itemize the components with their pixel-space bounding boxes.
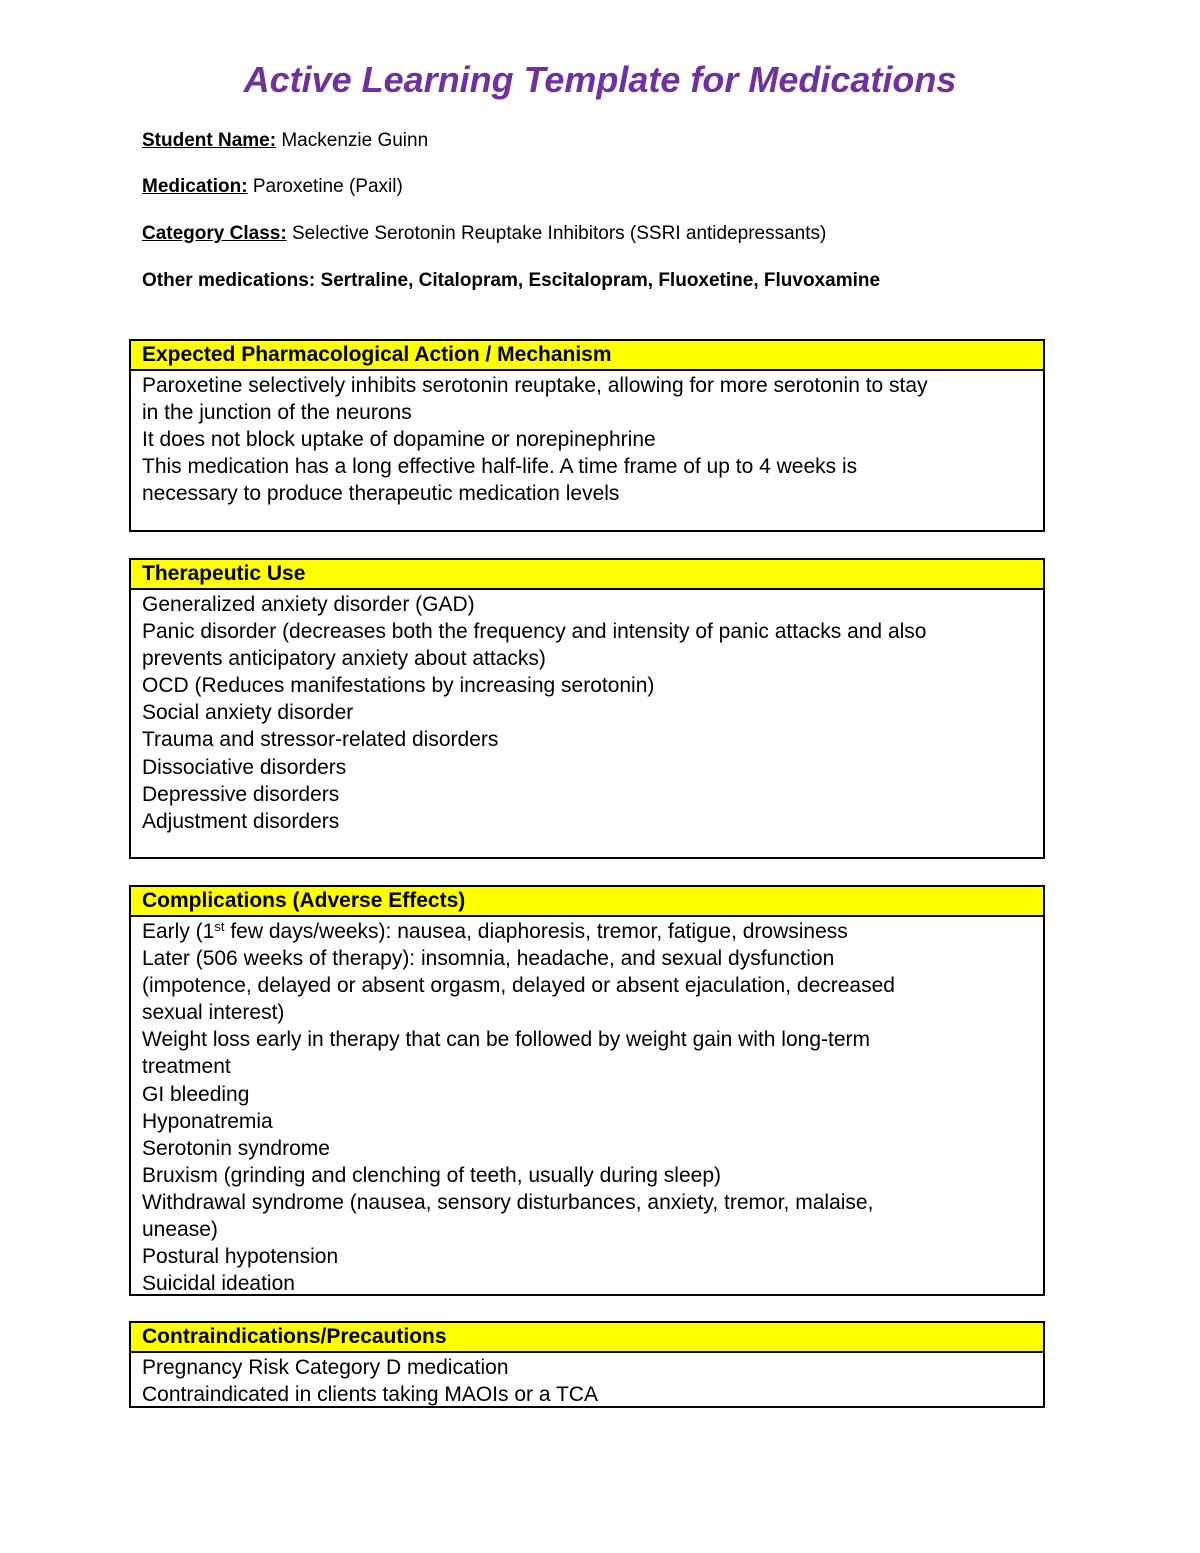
category-class-label: Category Class: [142,223,287,244]
list-item: Suicidal ideation [142,1272,295,1296]
list-item: It does not block uptake of dopamine or norepinephrine [142,428,656,452]
category-class-row [142,221,826,247]
other-medications-row [142,268,880,294]
student-name-value: Mackenzie Guinn [281,130,429,151]
list-item: Serotonin syndrome [142,1136,330,1160]
list-item: This medication has a long effective half-life. A time frame of up to 4 weeks is [142,455,858,479]
list-item: Pregnancy Risk Category D medication [142,1356,509,1379]
list-item: OCD (Reduces manifestations by increasing serotonin) [142,674,655,698]
list-item: treatment [142,1055,231,1079]
student-name-row [142,128,428,154]
list-item: Panic disorder (decreases both the frequency and intensity of panic attacks and also [142,620,927,644]
list-item: GI bleeding [142,1082,250,1106]
medication-value: Paroxetine (Paxil) [252,176,403,197]
list-item: sexual interest) [142,1001,285,1025]
section-therapeutic-use [129,558,1045,859]
section-heading: Therapeutic Use [131,560,1043,590]
list-item: Later (506 weeks of therapy): insomnia, headache, and sexual dysfunction [142,947,835,971]
list-item: Generalized anxiety disorder (GAD) [142,593,475,616]
early-superscript: st [214,919,225,934]
section-body [131,917,1043,1297]
section-body [131,590,1043,835]
section-complications [129,885,1045,1296]
section-heading: Complications (Adverse Effects) [131,887,1043,917]
medication-label: Medication: [142,176,248,197]
list-item: (impotence, delayed or absent orgasm, delayed or absent ejaculation, decreased [142,974,895,998]
section-heading: Expected Pharmacological Action / Mechanism [131,341,1043,371]
section-body [131,371,1043,507]
list-item: Weight loss early in therapy that can be followed by weight gain with long-term [142,1028,870,1052]
list-item: Depressive disorders [142,782,340,806]
list-item: Social anxiety disorder [142,701,354,725]
section-heading: Contraindications/Precautions [131,1323,1043,1353]
list-item: unease) [142,1218,218,1242]
early-prefix: Early (1 [142,920,215,943]
section-contraindications [129,1321,1045,1408]
list-item: Bruxism (grinding and clenching of teeth, usually during sleep) [142,1163,721,1187]
page-title: Active Learning Template for Medications [243,59,957,100]
list-item: prevents anticipatory anxiety about attacks) [142,647,546,671]
list-item: Withdrawal syndrome (nausea, sensory disturbances, anxiety, tremor, malaise, [142,1190,874,1214]
section-body [131,1353,1043,1408]
list-item: Adjustment disorders [142,809,340,833]
list-item [142,918,1032,945]
other-medications-label: Other medications: [142,270,316,291]
early-rest: few days/weeks): nausea, diaphoresis, tremor, fatigue, drowsiness [224,920,848,943]
list-item: necessary to produce therapeutic medication levels [142,482,620,506]
medication-row [142,174,403,200]
list-item: Contraindicated in clients taking MAOIs or a TCA [142,1383,598,1407]
list-item: Trauma and stressor-related disorders [142,728,499,752]
list-item: in the junction of the neurons [142,401,412,425]
student-name-label: Student Name: [142,130,277,151]
category-class-value: Selective Serotonin Reuptake Inhibitors (SSRI antidepressants) [291,223,827,244]
section-pharmacological-action [129,339,1045,532]
list-item: Dissociative disorders [142,755,347,779]
list-item: Hyponatremia [142,1109,273,1133]
other-medications-value: Sertraline, Citalopram, Escitalopram, Fluoxetine, Fluvoxamine [320,270,881,291]
list-item: Paroxetine selectively inhibits serotonin reuptake, allowing for more serotonin to stay [142,374,928,397]
list-item: Postural hypotension [142,1245,339,1269]
